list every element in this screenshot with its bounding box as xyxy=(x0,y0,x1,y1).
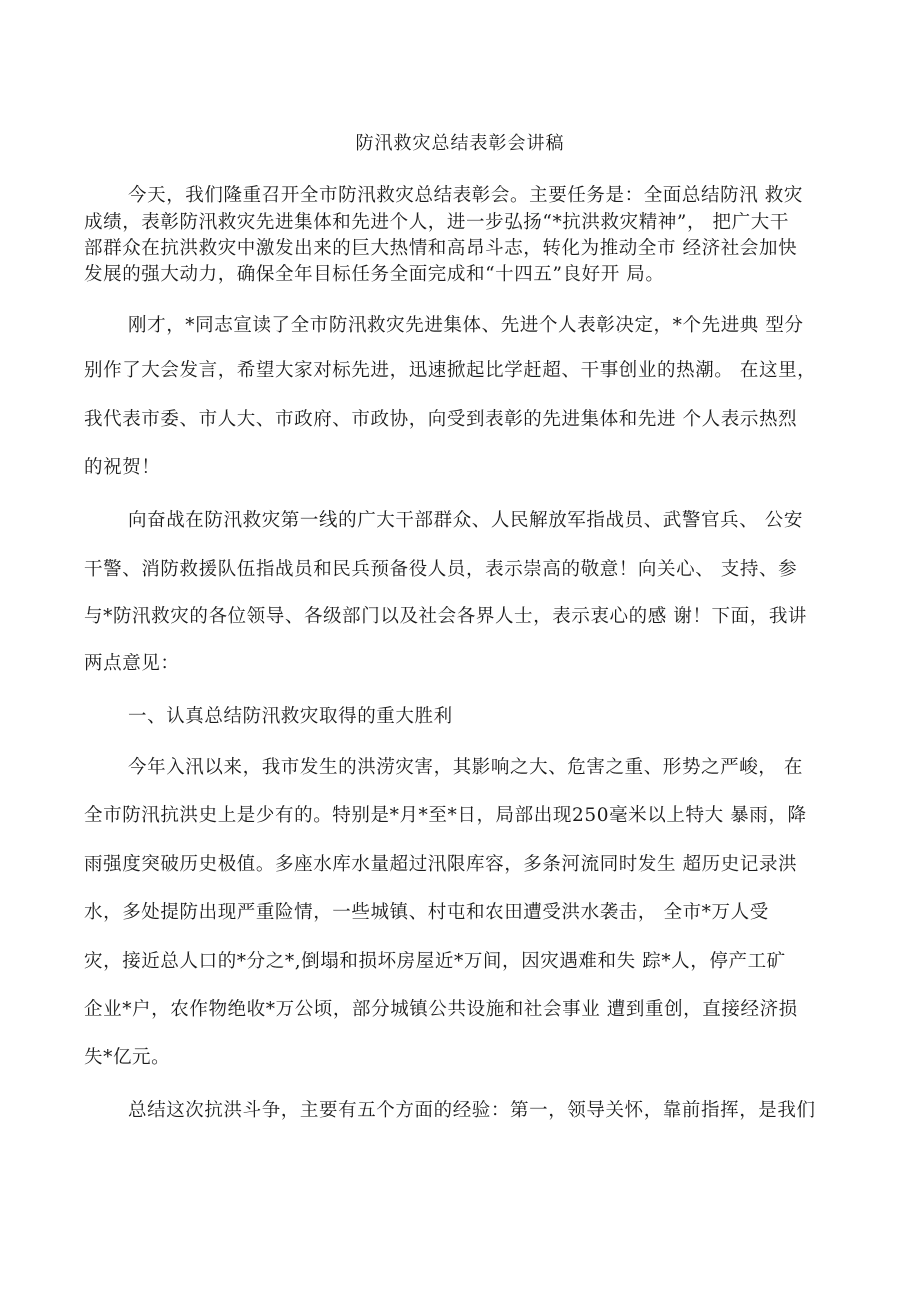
text-line: 今天，我们隆重召开全市防汛救灾总结表彰会。主要任务是：全面总结防汛 救灾 xyxy=(128,185,803,206)
text-line: 企业*户，农作物绝收*万公顷，部分城镇公共设施和社会事业 遭到重创，直接经济损 xyxy=(84,999,798,1020)
text-line: 与*防汛救灾的各位领导、各级部门以及社会各界人士，表示衷心的感 谢！下面，我讲 xyxy=(84,606,808,627)
text-line: 总结这次抗洪斗争，主要有五个方面的经验：第一，领导关怀，靠前指挥，是我们 xyxy=(128,1100,816,1121)
text-line: 失*亿元。 xyxy=(84,1047,171,1068)
text-line: 今年入汛以来，我市发生的洪涝灾害，其影响之大、危害之重、形势之严峻， 在 xyxy=(128,757,803,778)
section-heading: 一、认真总结防汛救灾取得的重大胜利 xyxy=(128,706,453,727)
text-line: 灾，接近总人口的*分之*,倒塌和损坏房屋近*万间，因灾遇难和失 踪*人，停产工矿 xyxy=(84,951,786,972)
text-line: 部群众在抗洪救灾中激发出来的巨大热情和高昂斗志，转化为推动全市 经济社会加快 xyxy=(84,238,798,259)
text-line: 的祝贺！ xyxy=(84,457,161,478)
document-title: 防汛救灾总结表彰会讲稿 xyxy=(355,133,565,154)
text-line: 干警、消防救援队伍指战员和民兵预备役人员，表示崇高的敬意！向关心、 支持、参 xyxy=(84,559,798,580)
text-line: 全市防汛抗洪史上是少有的。特别是*月*至*日，局部出现250毫米以上特大 暴雨，降 xyxy=(84,805,807,826)
text-line: 别作了大会发言，希望大家对标先进，迅速掀起比学赶超、干事创业的热潮。 在这里， xyxy=(84,360,817,381)
text-line: 发展的强大动力，确保全年目标任务全面完成和“十四五”良好开 局。 xyxy=(84,264,665,285)
text-line: 刚才，*同志宣读了全市防汛救灾先进集体、先进个人表彰决定，*个先进典 型分 xyxy=(128,315,804,336)
text-line: 成绩，表彰防汛救灾先进集体和先进个人，进一步弘扬“*抗洪救灾精神”， 把广大干 xyxy=(84,212,789,233)
text-line: 我代表市委、市人大、市政府、市政协，向受到表彰的先进集体和先进 个人表示热烈 xyxy=(84,409,798,430)
text-line: 两点意见： xyxy=(84,653,180,674)
text-line: 雨强度突破历史极值。多座水库水量超过汛限库容，多条河流同时发生 超历史记录洪 xyxy=(84,854,798,875)
text-line: 水，多处提防出现严重险情，一些城镇、村屯和农田遭受洪水袭击， 全市*万人受 xyxy=(84,902,769,923)
text-line: 向奋战在防汛救灾第一线的广大干部群众、人民解放军指战员、武警官兵、 公安 xyxy=(128,510,803,531)
